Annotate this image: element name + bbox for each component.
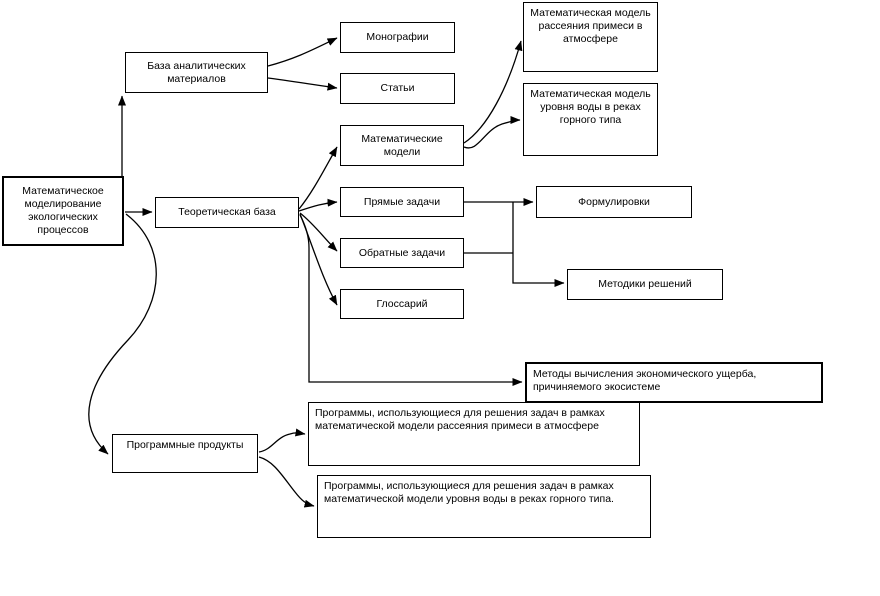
node-software-products: Программные продукты bbox=[112, 434, 258, 473]
node-math-models: Математические модели bbox=[340, 125, 464, 166]
edge-theoretical-base-to-direct-problems bbox=[299, 202, 337, 211]
edge-root-to-software-products bbox=[89, 214, 156, 454]
node-root: Математическое моделирование экологических процессов bbox=[2, 176, 124, 246]
edge-math-models-to-model-rivers bbox=[464, 120, 520, 148]
edge-theoretical-base-to-inverse-problems bbox=[300, 213, 337, 251]
edge-analytics-base-to-articles bbox=[268, 78, 337, 88]
edge-theoretical-base-to-math-models bbox=[299, 147, 337, 209]
node-inverse-problems: Обратные задачи bbox=[340, 238, 464, 268]
node-theoretical-base: Теоретическая база bbox=[155, 197, 299, 228]
node-model-atmosphere: Математическая модель рассеяния примеси в атмосфере bbox=[523, 2, 658, 72]
edge-math-models-to-model-atmosphere bbox=[464, 41, 521, 143]
node-damage-methods: Методы вычисления экономического ущерба, причиняемого экосистеме bbox=[525, 362, 823, 403]
node-solution-methods: Методики решений bbox=[567, 269, 723, 300]
node-glossary: Глоссарий bbox=[340, 289, 464, 319]
node-model-rivers: Математическая модель уровня воды в реках горного типа bbox=[523, 83, 658, 156]
edge-software-products-to-programs-rivers bbox=[259, 457, 314, 506]
node-formulations: Формулировки bbox=[536, 186, 692, 218]
node-direct-problems: Прямые задачи bbox=[340, 187, 464, 217]
node-articles: Статьи bbox=[340, 73, 455, 104]
node-programs-atmosphere: Программы, использующиеся для решения задач в рамках математической модели рассеяния примеси в атмосфере bbox=[308, 402, 640, 466]
edge-software-products-to-programs-atmosphere bbox=[259, 433, 305, 452]
node-analytics-base: База аналитических материалов bbox=[125, 52, 268, 93]
edge-analytics-base-to-monographs bbox=[268, 38, 337, 66]
node-programs-rivers: Программы, использующиеся для решения задач в рамках математической модели уровня воды в реках горного типа. bbox=[317, 475, 651, 538]
node-monographs: Монографии bbox=[340, 22, 455, 53]
